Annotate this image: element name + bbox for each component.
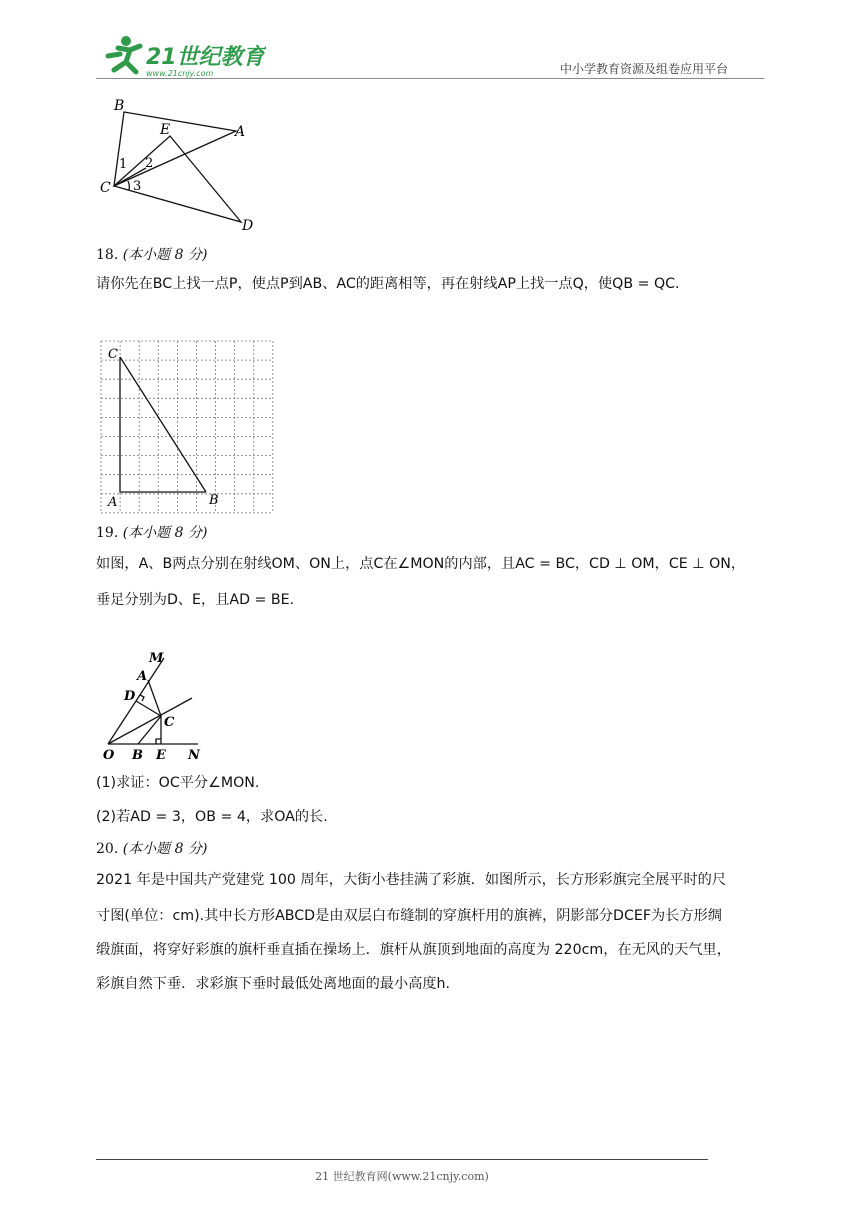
label-O: O [103, 748, 115, 763]
q20-line4: 彩旗自然下垂．求彩旗下垂时最低处离地面的最小高度h. [96, 976, 451, 992]
label-M: M [149, 651, 164, 666]
q19-part2: (2)若AD = 3，OB = 4，求OA的长. [96, 809, 328, 825]
q19-text-line1: 如图，A、B两点分别在射线OM、ON上，点C在∠MON的内部，且AC = BC，CD ⊥ OM，CE ⊥ ON， [96, 556, 746, 572]
label-E: E [160, 122, 171, 138]
q19-number: 19. [96, 525, 119, 541]
label-C: C [108, 347, 118, 362]
q20-line2: 寸图(单位：cm).其中长方形ABCD是由双层白布缝制的穿旗杆用的旗裤，阴影部分DCEF为长方形绸 [96, 908, 722, 924]
q18-score: (本小题 8 分) [122, 247, 208, 263]
q20-header [96, 838, 207, 858]
q20-line3: 缎旗面，将穿好彩旗的旗杆垂直插在操场上．旗杆从旗顶到地面的高度为 220cm，在无风的天气里， [96, 942, 731, 958]
footer-divider [96, 1159, 708, 1160]
angle-2: 2 [145, 156, 154, 171]
q18-number: 18. [96, 247, 119, 263]
label-N: N [188, 748, 200, 763]
q18-header [96, 244, 207, 264]
label-A: A [235, 124, 246, 140]
figure-q17 [96, 96, 266, 236]
label-C: C [164, 715, 175, 730]
platform-title: 中小学教育资源及组卷应用平台 [560, 62, 729, 76]
header-divider [96, 78, 764, 79]
logo-text: 21世纪教育 [146, 45, 265, 70]
logo-url: www.21cnjy.com [146, 69, 214, 78]
runner-icon [108, 36, 140, 72]
figure-q19 [96, 646, 216, 766]
label-A: A [108, 495, 118, 510]
q19-header [96, 522, 207, 542]
label-D: D [124, 689, 136, 704]
label-B: B [114, 98, 125, 114]
angle-1: 1 [119, 157, 128, 172]
label-E: E [156, 748, 166, 763]
label-D: D [242, 218, 254, 234]
figure-q18-grid [96, 336, 274, 514]
label-B: B [132, 748, 143, 763]
label-B: B [209, 493, 219, 508]
q19-text-line2: 垂足分别为D、E，且AD = BE. [96, 592, 295, 608]
q20-line1: 2021 年是中国共产党建党 100 周年，大街小巷挂满了彩旗．如图所示，长方形彩旗完全展平时的尺 [96, 872, 727, 888]
q18-text: 请你先在BC上找一点P，使点P到AB、AC的距离相等，再在射线AP上找一点Q，使QB = QC. [96, 276, 680, 292]
q19-score: (本小题 8 分) [122, 525, 208, 541]
q20-score: (本小题 8 分) [122, 841, 208, 857]
footer-text: 21 世纪教育网(www.21cnjy.com) [315, 1170, 489, 1183]
q19-part1: (1)求证：OC平分∠MON. [96, 775, 260, 791]
label-C: C [100, 180, 111, 196]
label-A: A [137, 669, 148, 684]
q20-number: 20. [96, 841, 119, 857]
angle-3: 3 [133, 179, 142, 194]
site-logo [96, 34, 266, 80]
